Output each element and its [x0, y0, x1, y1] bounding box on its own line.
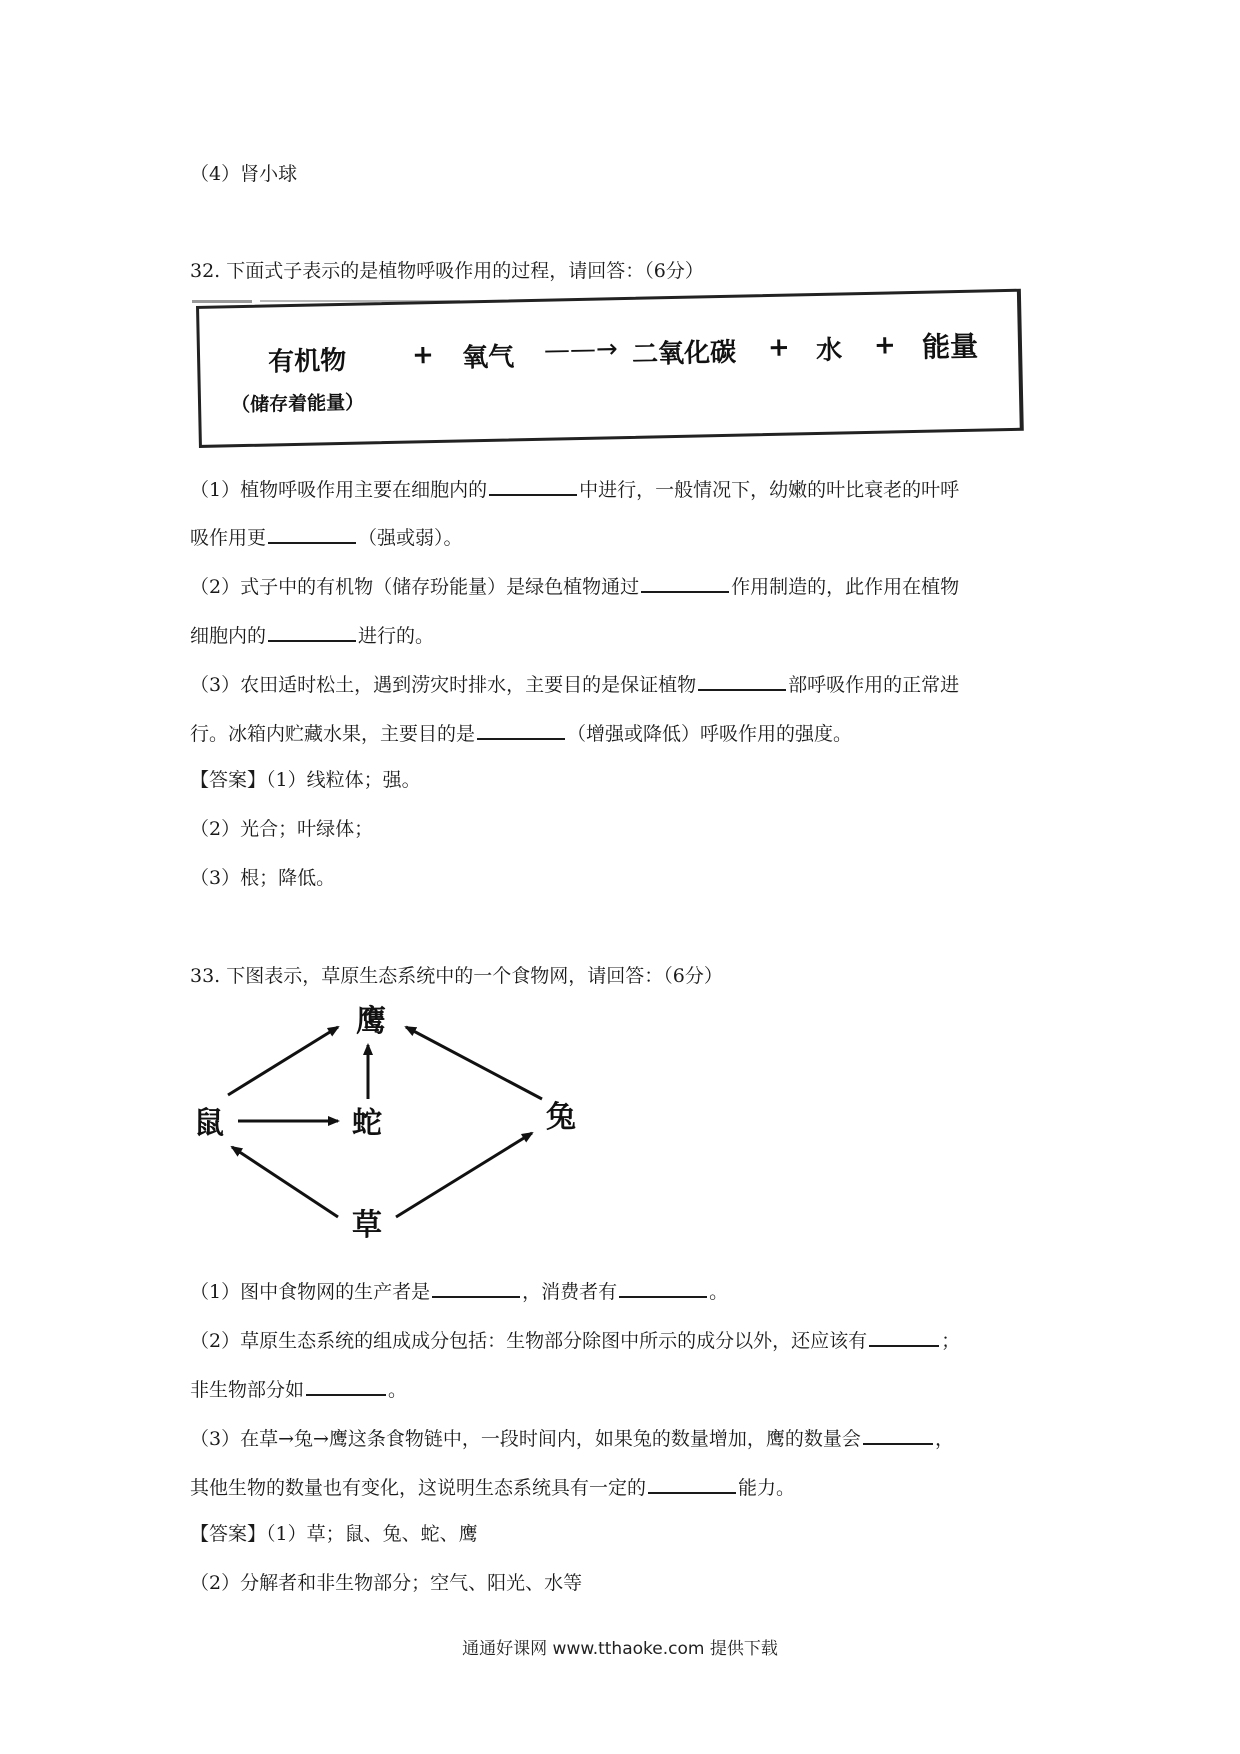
equation-co2: 二氧化碳	[631, 337, 737, 370]
q33-part3-text: （3）在草→兔→鹰这条食物链中，一段时间内，如果兔的数量增加，鹰的数量会	[190, 1428, 861, 1450]
q33-part1-text: ，消费者有	[522, 1281, 618, 1303]
answer-blank	[306, 1374, 386, 1396]
q33-part1-text: 。	[709, 1281, 729, 1303]
q33-title: 33. 下图表示，草原生态系统中的一个食物网，请回答：（6分）	[190, 965, 723, 987]
food-web-node-mouse: 鼠	[194, 1106, 224, 1141]
q33-part2-text: （2）草原生态系统的组成成分包括：生物部分除图中所示的成分以外，还应该有	[190, 1330, 868, 1352]
respiration-equation-box	[196, 289, 1024, 448]
equation-plus: +	[767, 332, 791, 364]
q32-answer-2: （2）光合；叶绿体；	[190, 818, 374, 840]
q33-part2-text: ；	[941, 1330, 961, 1352]
equation-plus: +	[411, 340, 435, 371]
food-web-arrow-rabbit-eagle	[406, 1027, 542, 1099]
equation-energy: 能量	[921, 329, 979, 364]
q33-answer-2: （2）分解者和非生物部分；空气、阳光、水等	[190, 1572, 583, 1594]
q33-answer-1: 【答案】（1）草；鼠、兔、蛇、鹰	[190, 1523, 478, 1545]
q33-part3-line1	[190, 1423, 954, 1452]
q32-part3-text: 部呼吸作用的正常进	[788, 674, 960, 696]
q32-part1-text: 中进行，一般情况下，幼嫩的叶比衰老的叶呼	[579, 479, 960, 501]
answer-blank	[619, 1276, 707, 1298]
prev-answer-item4: （4）肾小球	[190, 163, 298, 185]
q33-part2-text: 。	[388, 1379, 408, 1401]
q32-answer-1: 【答案】（1）线粒体；强。	[190, 769, 421, 791]
q33-part2-line2	[190, 1374, 407, 1403]
answer-blank	[432, 1276, 520, 1298]
food-web-arrow-grass-rabbit	[396, 1133, 532, 1217]
q32-part3-text: （增强或降低）呼吸作用的强度。	[567, 723, 853, 745]
q32-part2-line1	[190, 571, 959, 600]
answer-blank	[641, 571, 729, 593]
q32-part2-text: 细胞内的	[190, 625, 267, 647]
q33-part3-line2	[190, 1472, 795, 1501]
page-footer: 通通好课网 www.tthaoke.com 提供下载	[462, 1639, 778, 1659]
equation-arrow: ——→	[543, 334, 619, 366]
answer-blank	[489, 474, 577, 496]
q32-part3-line2	[190, 718, 852, 747]
q32-part2-text: （2）式子中的有机物（储存玢能量）是绿色植物通过	[190, 576, 640, 598]
q33-part2-line1	[190, 1325, 960, 1354]
food-web-node-rabbit: 兔	[546, 1100, 576, 1135]
q32-part2-text: 进行的。	[358, 625, 435, 647]
answer-blank	[268, 620, 356, 642]
equation-oxygen: 氧气	[461, 342, 515, 374]
equation-organic: 有机物	[267, 345, 347, 378]
answer-blank	[863, 1423, 933, 1445]
equation-organic-note: （储存着能量）	[230, 391, 365, 417]
food-web-node-snake: 蛇	[352, 1106, 382, 1141]
equation-plus: +	[873, 330, 897, 361]
q32-part2-line2	[190, 620, 434, 649]
q33-part3-text: 其他生物的数量也有变化，这说明生态系统具有一定的	[190, 1477, 647, 1499]
q32-part1-line1	[190, 474, 959, 503]
food-web-node-eagle: 鹰	[356, 1004, 386, 1039]
answer-blank	[698, 669, 786, 691]
q32-part1-text: （1）植物呼吸作用主要在细胞内的	[190, 479, 488, 501]
answer-blank	[268, 522, 356, 544]
q32-part3-text: （3）农田适时松土，遇到涝灾时排水，主要目的是保证植物	[190, 674, 697, 696]
q32-part3-text: 行。冰箱内贮藏水果，主要目的是	[190, 723, 476, 745]
q32-part3-line1	[190, 669, 959, 698]
q33-part1-text: （1）图中食物网的生产者是	[190, 1281, 431, 1303]
answer-blank	[477, 718, 565, 740]
scan-speck	[192, 300, 252, 303]
q32-title: 32. 下面式子表示的是植物呼吸作用的过程，请回答：（6分）	[190, 260, 704, 282]
food-web-arrow-mouse-eagle	[228, 1027, 338, 1095]
equation-water: 水	[815, 335, 843, 367]
q32-answer-3: （3）根；降低。	[190, 867, 336, 889]
q32-part1-line2	[190, 522, 463, 551]
food-web-diagram	[190, 995, 610, 1245]
q32-part1-text: （强或弱）。	[358, 527, 463, 549]
q33-part1-line	[190, 1276, 728, 1305]
q33-part3-text: ，	[934, 1428, 954, 1450]
food-web-arrow-grass-mouse	[232, 1147, 338, 1217]
q32-part1-text: 吸作用更	[190, 527, 267, 549]
answer-blank	[869, 1325, 939, 1347]
q32-part2-text: 作用制造的，此作用在植物	[731, 576, 960, 598]
q33-part2-text: 非生物部分如	[190, 1379, 305, 1401]
q33-part3-text: 能力。	[738, 1477, 796, 1499]
answer-blank	[648, 1472, 736, 1494]
food-web-node-grass: 草	[352, 1208, 382, 1243]
